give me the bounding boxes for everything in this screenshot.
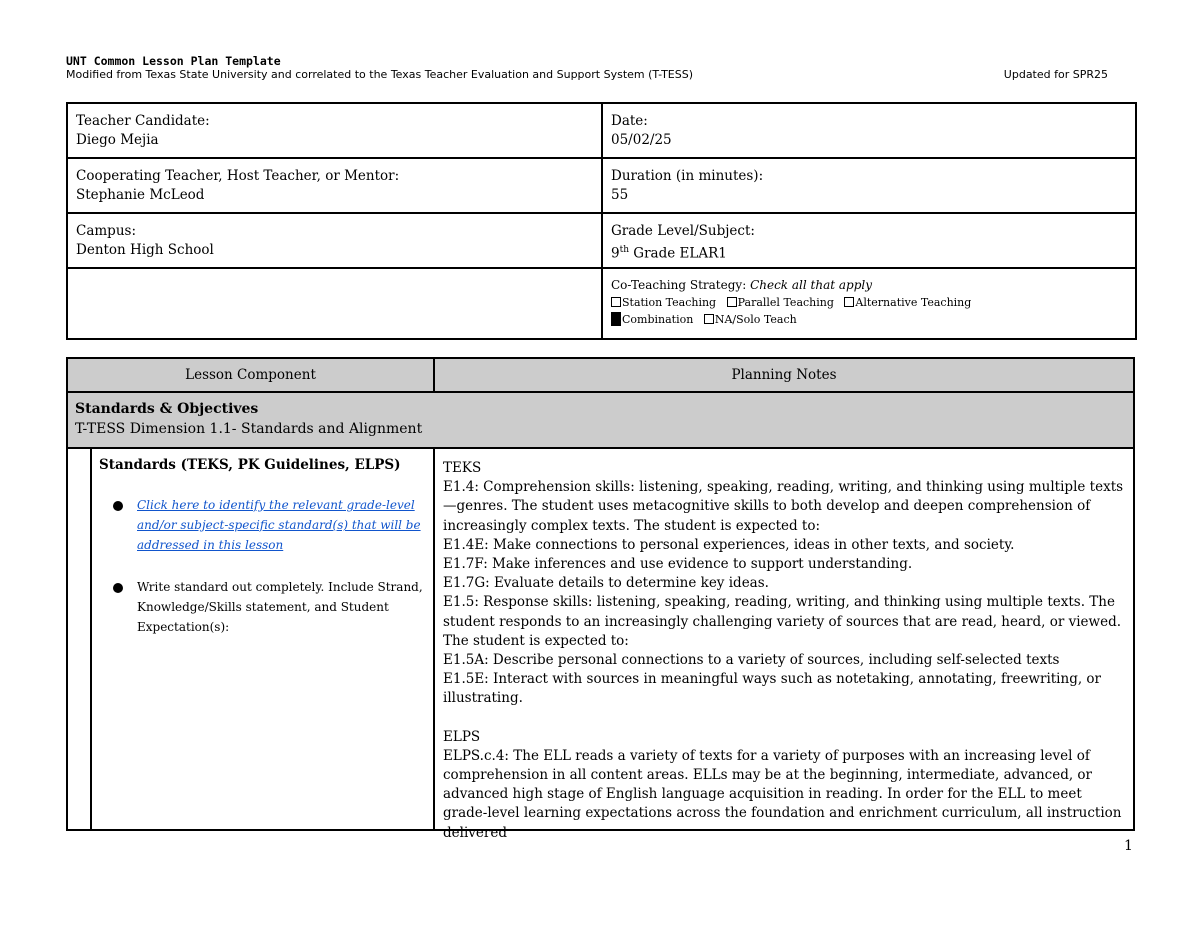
campus-cell[interactable] [67, 213, 602, 268]
date-cell[interactable] [602, 103, 1136, 158]
mentor-value: Stephanie McLeod [76, 187, 205, 203]
teks-line: E1.5A: Describe personal connections to a variety of sources, including self-selected texts [443, 652, 1060, 669]
date-label: Date: [611, 113, 648, 129]
header-subrow [66, 68, 1108, 82]
duration-label: Duration (in minutes): [611, 168, 764, 184]
coteach-options-row-2 [611, 311, 1127, 328]
teacher-cell[interactable] [67, 103, 602, 158]
duration-value: 55 [611, 187, 629, 203]
option-alternative[interactable]: Alternative Teaching [844, 296, 971, 309]
page-number: 1 [1124, 838, 1133, 854]
option-station[interactable]: Station Teaching [611, 296, 716, 309]
coteach-heading [611, 277, 1127, 294]
teks-line: E1.5E: Interact with sources in meaningful ways such as notetaking, annotating, freewriting, or illustrating. [443, 671, 1101, 707]
date-value: 05/02/25 [611, 132, 672, 148]
document-header [66, 54, 1108, 82]
grade-cell[interactable] [602, 213, 1136, 268]
coteach-label: Co-Teaching Strategy: [611, 278, 751, 292]
identify-standards-link[interactable]: Click here to identify the relevant grade-level and/or subject-specific standard(s) that will be addressed in this lesson [137, 498, 421, 552]
standards-component-cell [91, 448, 434, 830]
grade-value [611, 241, 1127, 264]
option-na-solo[interactable]: NA/Solo Teach [704, 313, 797, 326]
guidance-item-link [137, 495, 425, 555]
empty-cell[interactable] [67, 268, 602, 339]
teks-line: E1.4: Comprehension skills: listening, speaking, reading, writing, and thinking using multiple texts—genres. The student uses metacognitive skills to both develop and deepen comprehension of increasingly complex texts. The student is expected to: [443, 479, 1124, 534]
teks-line: E1.4E: Make connections to personal experiences, ideas in other texts, and society. [443, 536, 1015, 553]
checkbox-icon[interactable] [704, 314, 714, 324]
document-title: UNT Common Lesson Plan Template [66, 54, 281, 68]
teacher-label: Teacher Candidate: [76, 113, 210, 129]
checkbox-icon[interactable] [727, 297, 737, 307]
elps-text: ELPS.c.4: The ELL reads a variety of texts for a variety of purposes with an increasing level of comprehension in all content areas. ELLs may be at the beginning, intermediate, advanced, or advanced high stage of English language acquisition in reading. In order for the ELL to meet grade-level learning expectations across the foundation and enrichment curriculum, all instruction delivered [443, 747, 1122, 841]
grade-number: 9 [611, 245, 620, 262]
coteach-options-row-1 [611, 294, 1127, 311]
option-parallel[interactable]: Parallel Teaching [727, 296, 834, 309]
section-header [67, 392, 1134, 448]
coteach-cell [602, 268, 1136, 339]
standards-heading: Standards (TEKS, PK Guidelines, ELPS) [99, 457, 401, 473]
teacher-value: Diego Mejia [76, 132, 159, 148]
standards-notes-cell[interactable] [434, 448, 1134, 841]
document-subtitle: Modified from Texas State University and correlated to the Texas Teacher Evaluation and Support System (T-TESS) [66, 68, 693, 81]
row-gutter [67, 448, 91, 830]
elps-title: ELPS [443, 728, 481, 745]
teks-line: E1.5: Response skills: listening, speaking, reading, writing, and thinking using multiple texts. The student responds to an increasingly challenging variety of sources that are read, heard, or viewed. The student is expected to: [443, 594, 1121, 649]
grade-suffix: th [619, 245, 630, 255]
updated-note: Updated for SPR25 [1003, 68, 1108, 81]
notes-content [443, 459, 1125, 841]
teks-line: E1.7G: Evaluate details to determine key ideas. [443, 575, 769, 592]
planning-notes-header: Planning Notes [434, 358, 1134, 392]
section-subtitle: T-TESS Dimension 1.1- Standards and Alignment [75, 421, 423, 437]
grade-subject: Grade ELAR1 [629, 245, 727, 262]
mentor-label: Cooperating Teacher, Host Teacher, or Mentor: [76, 168, 400, 184]
teks-title: TEKS [443, 460, 482, 476]
campus-label: Campus: [76, 223, 136, 239]
duration-cell[interactable] [602, 158, 1136, 213]
option-combination[interactable]: Combination [611, 313, 693, 326]
grade-label: Grade Level/Subject: [611, 223, 755, 239]
guidance-item-note: Write standard out completely. Include Strand, Knowledge/Skills statement, and Student Expectation(s): [137, 577, 425, 637]
section-title: Standards & Objectives [75, 401, 259, 417]
checkbox-icon[interactable] [844, 297, 854, 307]
spacer [443, 709, 1125, 728]
info-table [66, 102, 1137, 340]
teks-line: E1.7F: Make inferences and use evidence to support understanding. [443, 556, 913, 573]
planning-table [66, 357, 1135, 841]
checked-checkbox-icon[interactable] [611, 312, 621, 326]
lesson-component-header: Lesson Component [67, 358, 434, 392]
checkbox-icon[interactable] [611, 297, 621, 307]
coteach-hint: Check all that apply [750, 278, 873, 292]
standards-guidance-list [99, 495, 425, 637]
mentor-cell[interactable] [67, 158, 602, 213]
campus-value: Denton High School [76, 242, 214, 258]
